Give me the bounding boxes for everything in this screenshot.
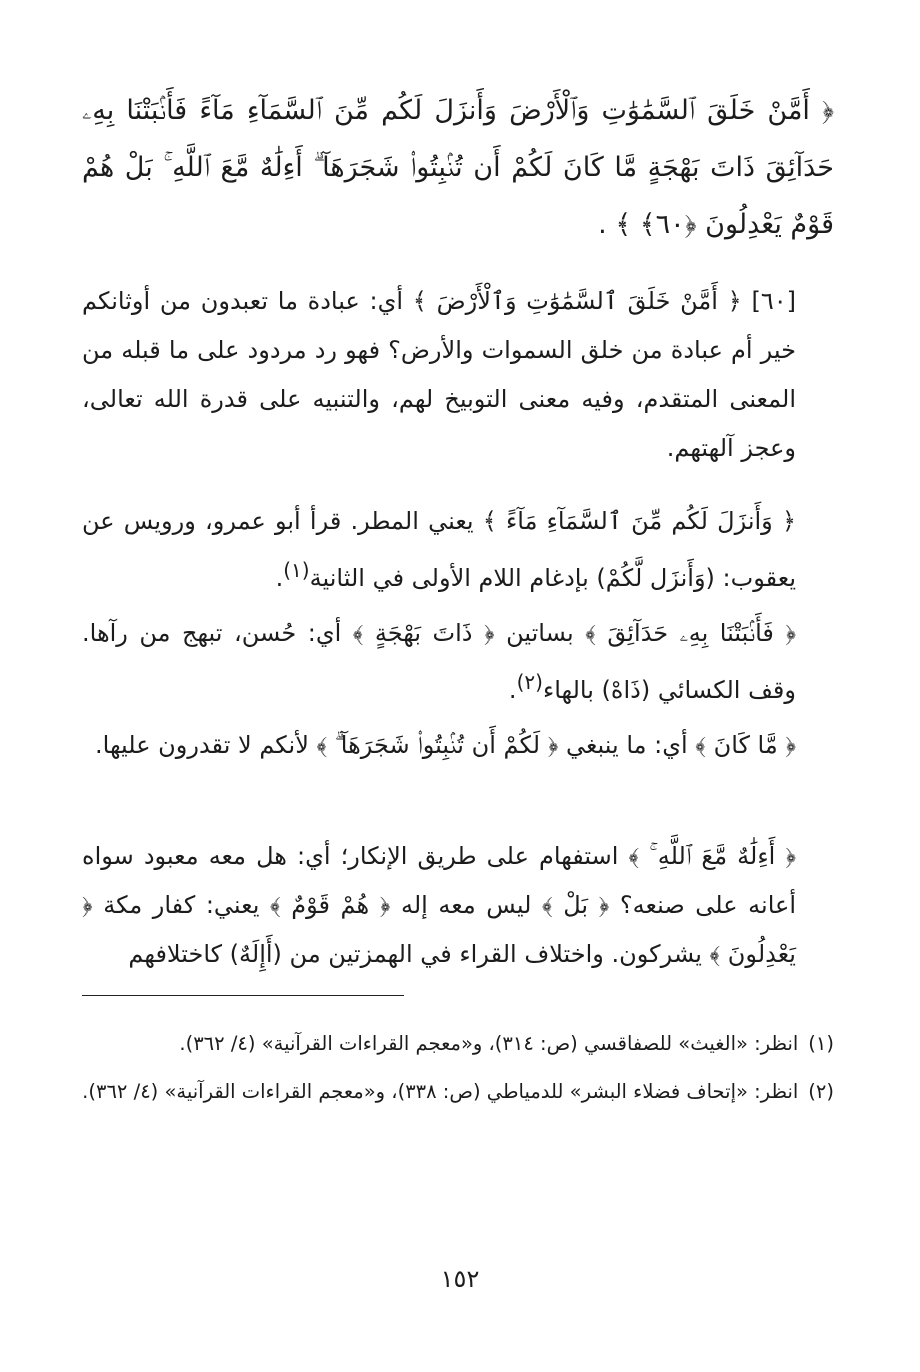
commentary-paragraph-5 <box>82 832 834 979</box>
paragraph-text: ﴿ فَأَنۢبَتْنَا بِهِۦ حَدَآئِقَ ﴾ بساتين ﴿ ذَاتَ بَهْجَةٍ ﴾ أي: حُسن، تبهج من رآها. وقف الكسائي (ذَاهْ) بالهاء <box>82 619 796 704</box>
footnote-marker: (١) <box>283 558 310 582</box>
commentary-paragraph-4 <box>82 721 834 770</box>
commentary-paragraph-3 <box>82 609 834 715</box>
commentary-paragraph-1 <box>82 277 834 473</box>
paragraph-text: ﴿ وَأَنزَلَ لَكُم مِّنَ ٱلسَّمَآءِ مَآءً ﴾ يعني المطر. قرأ أبو عمرو، ورويس عن يعقوب: (وَأَنزَل لَّكُمْ) بإدغام اللام الأولى في الثانية <box>82 507 796 592</box>
paragraph-end: . <box>508 676 517 704</box>
paragraph-text: [٦٠] ﴿ أَمَّنْ خَلَقَ ٱلسَّمَٰوَٰتِ وَٱلْأَرْضَ ﴾ أي: عبادة ما تعبدون من أوثانكم خير أم عبادة من خلق السموات والأرض؟ فهو رد مردود على ما قبله من المعنى المتقدم، وفيه معنى التوبيخ لهم، والتنبيه على قدرة الله تعالى، وعجز آلهتهم. <box>82 287 796 462</box>
footnote-1 <box>82 1022 834 1066</box>
footnote-divider <box>82 995 404 996</box>
footnote-text: انظر: «إتحاف فضلاء البشر» للدمياطي (ص: ٣٣٨)، و«معجم القراءات القرآنية» (٤/ ٣٦٢). <box>82 1080 799 1103</box>
footnotes <box>82 1022 834 1118</box>
footnote-text: انظر: «الغيث» للصفاقسي (ص: ٣١٤)، و«معجم القراءات القرآنية» (٤/ ٣٦٢). <box>179 1032 799 1055</box>
footnote-number: (٢) <box>808 1080 834 1103</box>
footnote-2 <box>82 1070 834 1114</box>
footnote-marker: (٢) <box>516 670 543 694</box>
page-number: ١٥٢ <box>440 1265 480 1293</box>
footnote-number: (١) <box>808 1032 834 1055</box>
paragraph-text: ﴿ مَّا كَانَ ﴾ أي: ما ينبغي ﴿ لَكُمْ أَن تُنۢبِتُوا۟ شَجَرَهَآ ۗ ﴾ لأنكم لا تقدرون عليها. <box>95 731 796 759</box>
quran-verse <box>82 82 834 253</box>
paragraph-end: . <box>275 564 284 592</box>
commentary-paragraph-2 <box>82 497 834 603</box>
verse-text: ﴿ أَمَّنْ خَلَقَ ٱلسَّمَٰوَٰتِ وَٱلْأَرْضَ وَأَنزَلَ لَكُم مِّنَ ٱلسَّمَآءِ مَآءً فَأَنۢبَتْنَا بِهِۦ حَدَآئِقَ ذَاتَ بَهْجَةٍ مَّا كَانَ لَكُمْ أَن تُنۢبِتُوا۟ شَجَرَهَآ ۗ أَءِلَٰهٌ مَّعَ ٱللَّهِ ۚ بَلْ هُمْ قَوْمٌ يَعْدِلُونَ ﴿٦٠﴾ ﴾ . <box>82 95 834 240</box>
paragraph-text: ﴿ أَءِلَٰهٌ مَّعَ ٱللَّهِ ۚ ﴾ استفهام على طريق الإنكار؛ أي: هل معه معبود سواه أعانه على صنعه؟ ﴿ بَلْ ﴾ ليس معه إله ﴿ هُمْ قَوْمٌ ﴾ يعني: كفار مكة ﴿ يَعْدِلُونَ ﴾ يشركون. واختلاف القراء في الهمزتين من (أَإِلَهٌ) كاختلافهم <box>82 842 796 968</box>
